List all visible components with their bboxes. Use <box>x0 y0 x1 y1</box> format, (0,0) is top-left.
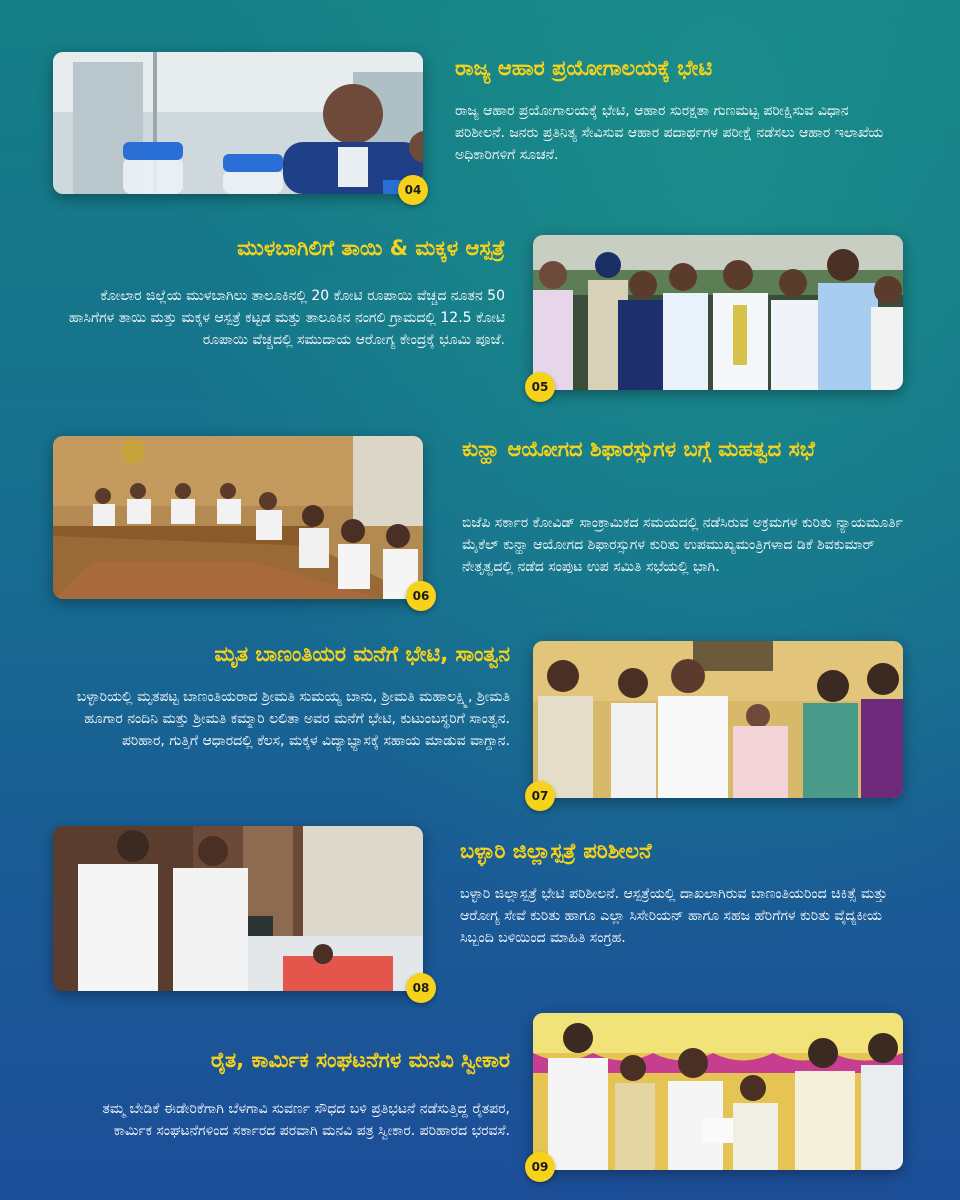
photo-memorandum <box>533 1013 903 1170</box>
item-number-badge: 04 <box>398 175 428 205</box>
item-number-badge: 07 <box>525 781 555 811</box>
item-description: ಬಳ್ಳಾರಿಯಲ್ಲಿ ಮೃತಪಟ್ಟ ಬಾಣಂತಿಯರಾದ ಶ್ರೀಮತಿ ಸುಮಯ್ಯ ಬಾನು, ಶ್ರೀಮತಿ ಮಹಾಲಕ್ಷ್ಮಿ, ಶ್ರೀಮತಿ ಹೂಗಾರ ನಂದಿನಿ ಮತ್ತು ಶ್ರೀಮತಿ ಕಮ್ಮಾರಿ ಲಲಿತಾ ಅವರ ಮನೆಗೆ ಭೇಟಿ, ಕುಟುಂಬಸ್ಥರಿಗೆ ಸಾಂತ್ವನ. ಪರಿಹಾರ, ಗುತ್ತಿಗೆ ಆಧಾರದಲ್ಲಿ ಕೆಲಸ, ಮಕ್ಕಳ ವಿದ್ಯಾಭ್ಯಾಸಕ್ಕೆ ಸಹಾಯ ಮಾಡುವ ವಾಗ್ದಾನ. <box>76 689 510 749</box>
item-title: ಬಳ್ಳಾರಿ ಜಿಲ್ಲಾಸ್ಪತ್ರೆ ಪರಿಶೀಲನೆ <box>460 839 652 863</box>
item-title: ಕುನ್ಹಾ ಆಯೋಗದ ಶಿಫಾರಸ್ಸುಗಳ ಬಗ್ಗೆ ಮಹತ್ವದ ಸಭೆ <box>462 437 815 461</box>
item-description: ಬಳ್ಳಾರಿ ಜಿಲ್ಲಾಸ್ಪತ್ರೆ ಭೇಟಿ ಪರಿಶೀಲನೆ. ಆಸ್ಪತ್ರೆಯಲ್ಲಿ ದಾಖಲಾಗಿರುವ ಬಾಣಂತಿಯರಿಂದ ಚಿಕಿತ್ಸೆ ಮತ್ತು ಆರೋಗ್ಯ ಸೇವೆ ಕುರಿತು ಹಾಗೂ ಎಲ್ಲಾ ಸಿಸೇರಿಯನ್ ಹಾಗೂ ಸಹಜ ಹೆರಿಗೆಗಳ ಕುರಿತು ವೈದ್ಯಕೀಯ ಸಿಬ್ಬಂದಿ ಬಳಿಯಿಂದ ಮಾಹಿತಿ ಸಂಗ್ರಹ. <box>460 886 888 946</box>
item-number-badge: 05 <box>525 372 555 402</box>
photo-meeting <box>53 436 423 599</box>
item-title: ರಾಜ್ಯ ಆಹಾರ ಪ್ರಯೋಗಾಲಯಕ್ಕೆ ಭೇಟಿ <box>455 56 713 80</box>
photo-food-lab <box>53 52 423 194</box>
item-description: ಬಿಜೆಪಿ ಸರ್ಕಾರ ಕೋವಿಡ್ ಸಾಂಕ್ರಾಮಿಕದ ಸಮಯದಲ್ಲಿ ನಡೆಸಿರುವ ಅಕ್ರಮಗಳ ಕುರಿತು ನ್ಯಾಯಮೂರ್ತಿ ಮೈಕೆಲ್ ಕುನ್ಹಾ ಆಯೋಗದ ಶಿಫಾರಸ್ಸುಗಳ ಕುರಿತು ಉಪಮುಖ್ಯಮಂತ್ರಿಗಳಾದ ಡಿಕೆ ಶಿವಕುಮಾರ್ ನೇತೃತ್ವದಲ್ಲಿ ನಡೆದ ಸಂಪುಟ ಉಪ ಸಮಿತಿ ಸಭೆಯಲ್ಲಿ ಭಾಗಿ. <box>462 515 903 575</box>
item-description: ರಾಜ್ಯ ಆಹಾರ ಪ್ರಯೋಗಾಲಯಕ್ಕೆ ಭೇಟಿ, ಆಹಾರ ಸುರಕ್ಷತಾ ಗುಣಮಟ್ಟ ಪರೀಕ್ಷಿಸುವ ವಿಧಾನ ಪರಿಶೀಲನೆ. ಜನರು ಪ್ರತಿನಿತ್ಯ ಸೇವಿಸುವ ಆಹಾರ ಪದಾರ್ಥಗಳ ಪರೀಕ್ಷೆ ನಡೆಸಲು ಆಹಾರ ಇಲಾಖೆಯ ಅಧಿಕಾರಿಗಳಿಗೆ ಸೂಚನೆ. <box>455 103 884 163</box>
item-description: ತಮ್ಮ ಬೇಡಿಕೆ ಈಡೇರಿಕೆಗಾಗಿ ಬೆಳಗಾವಿ ಸುವರ್ಣ ಸೌಧದ ಬಳಿ ಪ್ರತಿಭಟನೆ ನಡೆಸುತ್ತಿದ್ದ ರೈತಪರ, ಕಾರ್ಮಿಕ ಸಂಘಟನೆಗಳಿಂದ ಸರ್ಕಾರದ ಪರವಾಗಿ ಮನವಿ ಪತ್ರ ಸ್ವೀಕಾರ. ಪರಿಹಾರದ ಭರವಸೆ. <box>102 1101 510 1139</box>
item-title: ರೈತ, ಕಾರ್ಮಿಕ ಸಂಘಟನೆಗಳ ಮನವಿ ಸ್ವೀಕಾರ <box>210 1048 510 1072</box>
item-description: ಕೋಲಾರ ಜಿಲ್ಲೆಯ ಮುಳಬಾಗಿಲು ತಾಲೂಕಿನಲ್ಲಿ 20 ಕೋಟಿ ರೂಪಾಯಿ ವೆಚ್ಚದ ನೂತನ 50 ಹಾಸಿಗೆಗಳ ತಾಯಿ ಮತ್ತು ಮಕ್ಕಳ ಆಸ್ಪತ್ರೆ ಕಟ್ಟಡ ಮತ್ತು ತಾಲೂಕಿನ ನಂಗಲಿ ಗ್ರಾಮದಲ್ಲಿ 12.5 ಕೋಟಿ ರೂಪಾಯಿ ವೆಚ್ಚದಲ್ಲಿ ಸಮುದಾಯ ಆರೋಗ್ಯ ಕೇಂದ್ರಕ್ಕೆ ಭೂಮಿ ಪೂಜೆ. <box>68 288 505 348</box>
item-title: ಮುಳಬಾಗಿಲಿಗೆ ತಾಯಿ & ಮಕ್ಕಳ ಆಸ್ಪತ್ರೆ <box>237 236 505 260</box>
photo-condolence-visit <box>533 641 903 798</box>
photo-bhoomi-pooja <box>533 235 903 390</box>
item-number-badge: 08 <box>406 973 436 1003</box>
item-title: ಮೃತ ಬಾಣಂತಿಯರ ಮನೆಗೆ ಭೇಟಿ, ಸಾಂತ್ವನ <box>214 642 510 666</box>
item-number-badge: 09 <box>525 1152 555 1182</box>
item-number-badge: 06 <box>406 581 436 611</box>
photo-district-hospital <box>53 826 423 991</box>
